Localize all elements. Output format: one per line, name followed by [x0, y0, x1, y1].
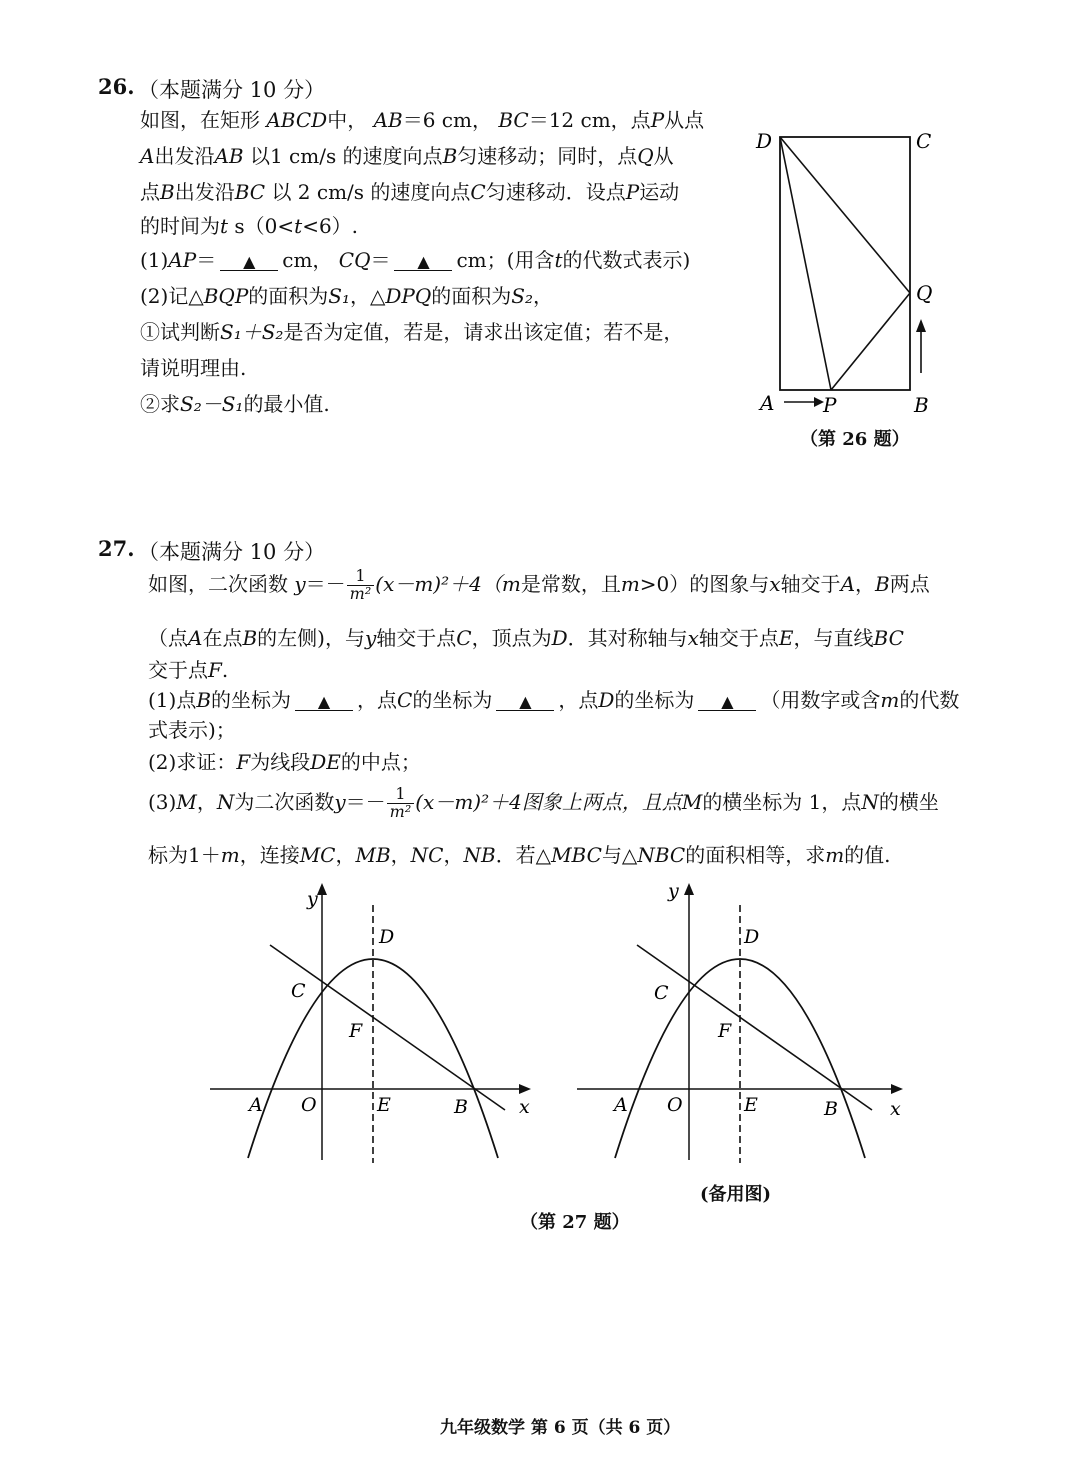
y-axis-arrow	[317, 883, 327, 895]
q26-figure	[740, 120, 960, 420]
answer-blank: ▲	[698, 694, 756, 711]
q27-part1: (1)点B的坐标为 ▲ ，点C的坐标为 ▲ ，点D的坐标为 ▲ （用数字或含m的代数	[148, 688, 960, 712]
label-e: E	[377, 1094, 391, 1116]
label-c: C	[291, 980, 306, 1002]
q26-part2a-cont: 请说明理由.	[140, 356, 247, 380]
q26-line3: 点B出发沿BC 以 2 cm/s 的速度向点C匀速移动．设点P运动	[140, 180, 680, 204]
label-d: D	[379, 926, 395, 948]
label-x: x	[519, 1096, 530, 1118]
q26-caption: （第 26 题）	[800, 429, 910, 450]
label-a: A	[760, 391, 775, 415]
q26-line4: 的时间为t s（0<t<6）.	[140, 214, 359, 238]
q27-points: （本题满分 10 分）	[138, 540, 326, 564]
q27-line1: 如图，二次函数 y＝－ $\frac{1}{\text{m²}}$ (x－m)²＋4（m是常数，且m>0）的图象与x轴交于A，B两点	[148, 566, 930, 603]
q27-part2: (2)求证：F为线段DE的中点；	[148, 750, 421, 774]
q26-part2b: ②求S₂－S₁的最小值.	[140, 392, 330, 416]
label-b: B	[824, 1098, 838, 1120]
answer-blank: ▲	[394, 254, 452, 271]
q26-line2: A出发沿AB 以1 cm/s 的速度向点B匀速移动；同时，点Q从	[140, 144, 674, 168]
rectangle-abcd	[780, 137, 910, 390]
label-d: D	[756, 129, 773, 153]
q26-part2: (2)记△BQP的面积为S₁，△DPQ的面积为S₂，	[140, 284, 553, 308]
answer-blank: ▲	[295, 694, 353, 711]
q27-caption: （第 27 题）	[520, 1212, 630, 1233]
label-a: A	[614, 1094, 628, 1116]
line-bc	[637, 945, 872, 1110]
label-a: A	[249, 1094, 263, 1116]
x-axis-arrow	[519, 1084, 531, 1094]
label-y: y	[668, 880, 679, 902]
q26-part1: (1)AP＝ ▲ cm， CQ＝ ▲ cm；(用含t的代数式表示)	[140, 248, 691, 272]
q26-part2a: ①试判断S₁＋S₂是否为定值，若是，请求出该定值；若不是，	[140, 320, 684, 344]
label-o: O	[301, 1094, 317, 1116]
label-b: B	[454, 1096, 468, 1118]
q27-number: 27.	[98, 536, 135, 561]
label-y: y	[307, 888, 318, 910]
q27-spare-caption: (备用图)	[700, 1184, 772, 1205]
x-axis-arrow	[891, 1084, 903, 1094]
line-bc	[270, 945, 505, 1110]
q27-line3: 交于点F.	[148, 658, 229, 682]
label-e: E	[744, 1094, 758, 1116]
label-c: C	[916, 129, 932, 153]
y-axis-arrow	[684, 883, 694, 895]
label-o: O	[667, 1094, 683, 1116]
segment-pq	[831, 293, 910, 390]
label-f: F	[349, 1020, 363, 1042]
fraction: $\frac{1}{\text{m²}}$	[387, 786, 415, 821]
q27-graph-main	[205, 875, 545, 1175]
segment-dq	[780, 137, 910, 293]
q27-part3: (3)M，N为二次函数y＝－ $\frac{1}{\text{m²}}$ (x－m)²＋4图象上两点，且点M的横坐标为 1，点N的横坐	[148, 784, 939, 821]
label-b: B	[914, 393, 929, 417]
fraction: $\frac{1}{\text{m²}}$	[347, 568, 375, 603]
label-c: C	[654, 982, 669, 1004]
arrow-head	[916, 319, 926, 332]
label-f: F	[718, 1020, 732, 1042]
q26-line1: 如图，在矩形 ABCD中， AB＝6 cm， BC＝12 cm，点P从点	[140, 108, 705, 132]
q26-number: 26.	[98, 74, 135, 99]
label-q: Q	[916, 281, 933, 305]
label-p: P	[823, 393, 837, 417]
segment-dp	[780, 137, 831, 390]
label-d: D	[744, 926, 760, 948]
q27-part3-cont: 标为1＋m，连接MC，MB，NC，NB．若△MBC与△NBC的面积相等，求m的值.	[148, 843, 891, 867]
q27-graph-spare	[572, 875, 912, 1175]
page-footer: 九年级数学 第 6 页（共 6 页）	[440, 1418, 681, 1438]
label-x: x	[890, 1098, 901, 1120]
q27-line2: （点A在点B的左侧)，与y轴交于点C，顶点为D．其对称轴与x轴交于点E，与直线BC	[148, 626, 904, 650]
q26-points: （本题满分 10 分）	[138, 78, 326, 102]
answer-blank: ▲	[496, 694, 554, 711]
q27-part1-cont: 式表示)；	[148, 718, 236, 742]
answer-blank: ▲	[220, 254, 278, 271]
